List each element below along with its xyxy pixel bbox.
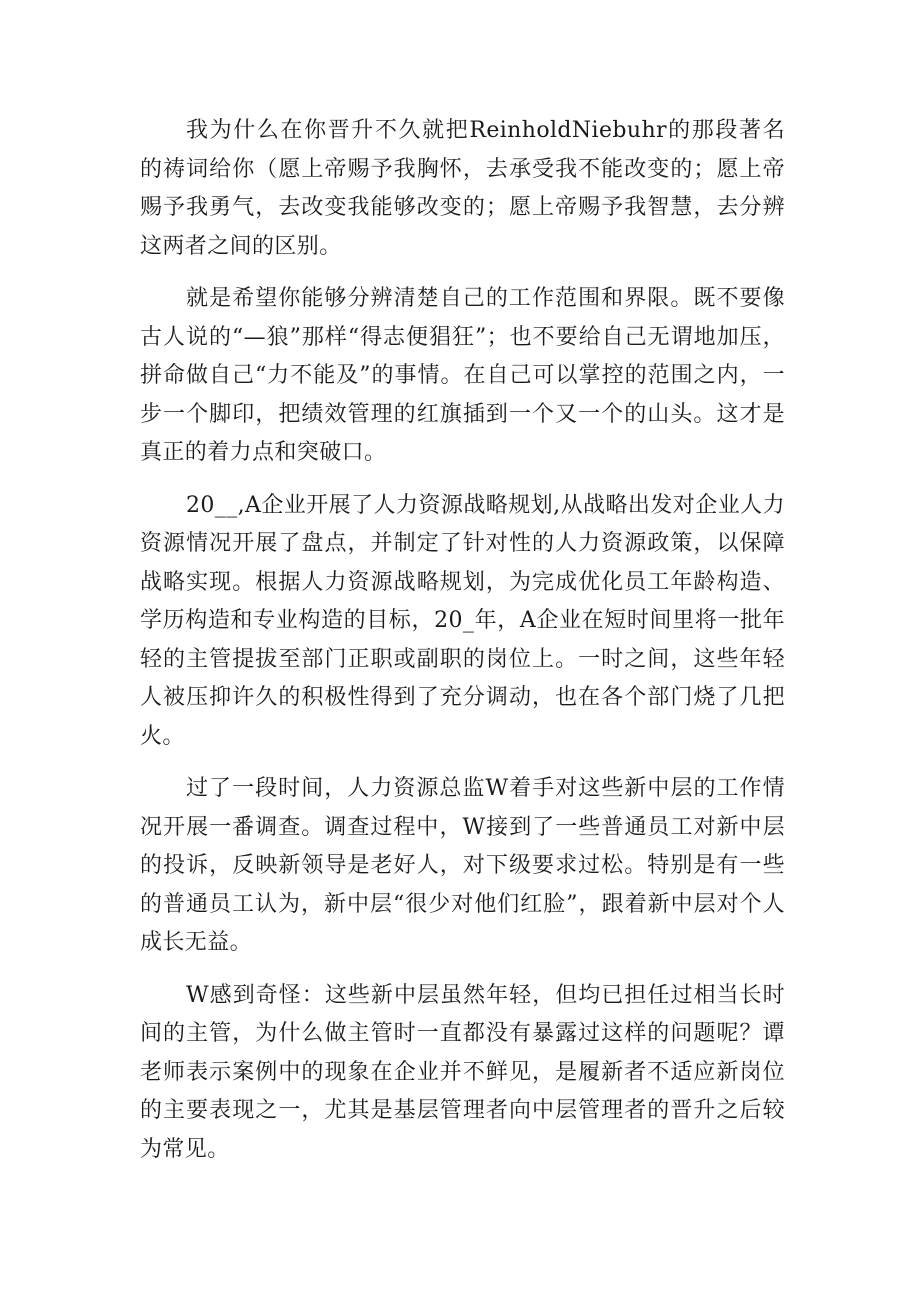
paragraph-hr-strategy: 20__,A企业开展了人力资源战略规划,从战略出发对企业人力资源情况开展了盘点，并制定了针对性的人力资源政策，以保障战略实现。根据人力资源战略规划，为完成优化员工年龄构造、学历构造和专业构造的目标，20_年，A企业在短时间里将一批年轻的主管提拔至部门正职或副职的岗位上。一时之间，这些年轻人被压抑许久的积极性得到了充分调动，也在各个部门烧了几把火。 bbox=[140, 492, 785, 749]
paragraph-analysis: W感到奇怪：这些新中层虽然年轻，但均已担任过相当长时间的主管，为什么做主管时一直都没有暴露过这样的问题呢？谭老师表示案例中的现象在企业并不鲜见，是履新者不适应新岗位的主要表现之一，尤其是基层管理者向中层管理者的晋升之后较为常见。 bbox=[140, 982, 785, 1162]
paragraph-work-boundaries: 就是希望你能够分辨清楚自己的工作范围和界限。既不要像古人说的“—狼”那样“得志便猖狂”；也不要给自己无谓地加压，拼命做自己“力不能及”的事情。在自己可以掌控的范围之内，一步一个脚印，把绩效管理的红旗插到一个又一个的山头。这才是真正的着力点和突破口。 bbox=[140, 286, 785, 465]
paragraph-investigation: 过了一段时间，人力资源总监W着手对这些新中层的工作情况开展一番调查。调查过程中，W接到了一些普通员工对新中层的投诉，反映新领导是老好人，对下级要求过松。特别是有一些的普通员工认为，新中层“很少对他们红脸”，跟着新中层对个人成长无益。 bbox=[140, 776, 785, 955]
document-page bbox=[140, 112, 785, 1183]
paragraph-serenity-prayer: 我为什么在你晋升不久就把ReinholdNiebuhr的那段著名的祷词给你（愿上帝赐予我胸怀，去承受我不能改变的；愿上帝赐予我勇气，去改变我能够改变的；愿上帝赐予我智慧，去分辨这两者之间的区别。 bbox=[140, 118, 785, 259]
